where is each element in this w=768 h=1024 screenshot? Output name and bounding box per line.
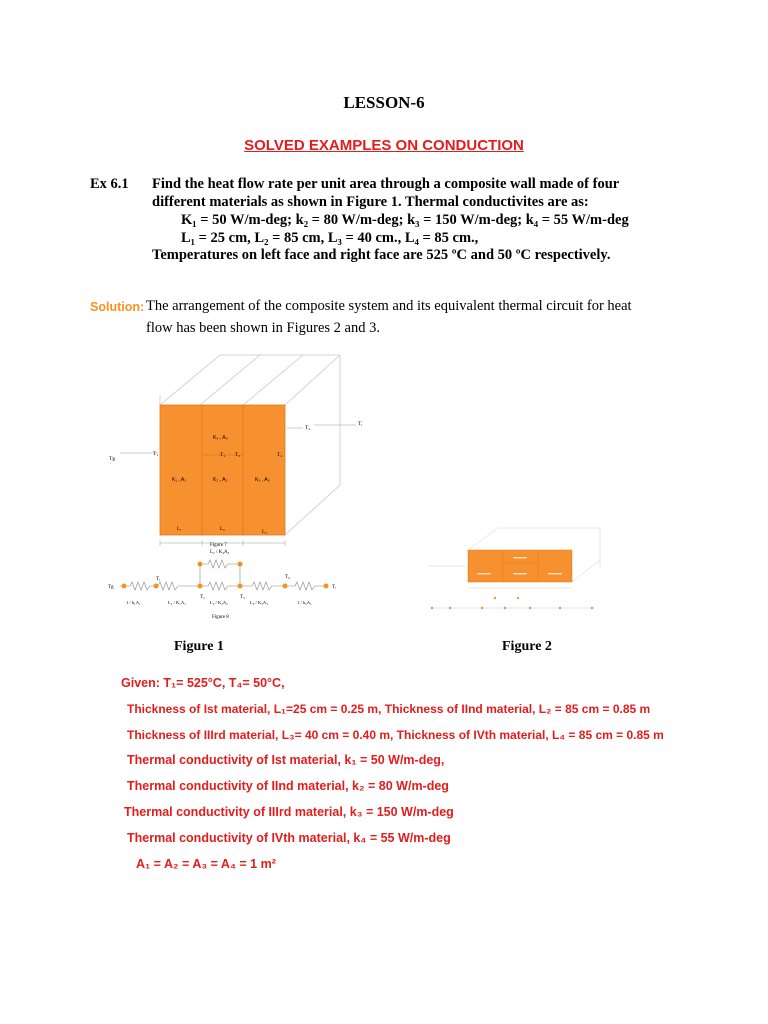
- figure-1-diagram: [100, 350, 390, 630]
- figure-2-blocks: [468, 550, 572, 582]
- example-line-1: Find the heat flow rate per unit area through a composite wall made of four: [152, 176, 620, 192]
- circuit-temp-tg: Tg: [108, 585, 114, 590]
- circuit-node-4: [238, 584, 243, 589]
- figure-7-label: Figure 7: [210, 543, 227, 548]
- example-k-values: K₁ = 50 W/m-deg; k₂ = 80 W/m-deg; k₃ = 150 W/m-deg; k₄ = 55 W/m-deg: [181, 212, 629, 228]
- circuit-res-3: L₂ / K₂A₂: [210, 600, 228, 605]
- given-line-3: Thermal conductivity of Ist material, k₁ = 50 W/m-deg,: [127, 753, 445, 767]
- given-line-6: Thermal conductivity of IVth material, k₄ = 55 W/m-deg: [127, 831, 451, 845]
- given-line-0: Given: T₁= 525°C, T₄= 50°C,: [121, 676, 285, 690]
- example-l-values: L₁ = 25 cm, L₂ = 85 cm, L₃ = 40 cm., L₄ = 85 cm.,: [181, 230, 479, 246]
- circuit-node-6: [324, 584, 329, 589]
- given-line-4: Thermal conductivity of IInd material, k₂ = 80 W/m-deg: [127, 779, 449, 793]
- example-number: Ex 6.1: [90, 176, 129, 192]
- circuit-temp-t4: T₄: [285, 575, 290, 580]
- block-label-k2: K₂ , A₂: [213, 477, 228, 483]
- dim-label-l3: L₃: [262, 530, 267, 535]
- circuit-temp-t2: T₂: [200, 595, 205, 600]
- block-label-k3: K₃ , A₃: [255, 477, 270, 483]
- figure-7-resistance: L₂ / K₄A₄: [210, 550, 230, 555]
- solution-line-1: The arrangement of the composite system and its equivalent thermal circuit for heat: [146, 298, 632, 314]
- circuit-res-4: L₃ / K₃A₃: [250, 600, 268, 605]
- given-line-2: Thickness of IIIrd material, L₃= 40 cm = 0.40 m, Thickness of IVth material, L₄ = 85 cm = 0.85 m: [127, 728, 664, 742]
- solution-line-2: flow has been shown in Figures 2 and 3.: [146, 320, 380, 336]
- temp-label-tg: Tg: [109, 456, 116, 462]
- block-label-k4: K₄ , A₄: [213, 435, 228, 441]
- given-line-1: Thickness of Ist material, L₁=25 cm = 0.25 m, Thickness of IInd material, L₂ = 85 cm = 0.85 m: [127, 702, 651, 716]
- page-subtitle: SOLVED EXAMPLES ON CONDUCTION: [244, 137, 524, 154]
- figure-8-label: Figure 8: [212, 615, 229, 620]
- given-line-5: Thermal conductivity of IIIrd material, k₃ = 150 W/m-deg: [124, 805, 454, 819]
- example-line-2: different materials as shown in Figure 1. Thermal conductivites are as:: [152, 194, 589, 210]
- circuit-temp-tinf: T,: [332, 585, 336, 590]
- circuit-node-2: [154, 584, 159, 589]
- circuit-temp-t3: T₃: [240, 595, 245, 600]
- temp-label-t4-right: T₄: [305, 425, 311, 431]
- dim-label-l2: L₂: [220, 527, 225, 532]
- figure-2-diagram: [420, 520, 620, 620]
- wall-blocks: [160, 405, 285, 535]
- temp-label-t1: T₁: [153, 451, 159, 457]
- circuit-res-2: L₁ / K₁A₁: [168, 600, 186, 605]
- circuit-node-5: [283, 584, 288, 589]
- circuit-res-1: 1 / h₁A₁: [126, 600, 141, 605]
- dim-label-l1: L₁: [177, 527, 182, 532]
- circuit-node-1: [122, 584, 127, 589]
- block-label-k1: K₁ , A₁: [172, 477, 186, 483]
- temp-label-tinf: T,: [358, 421, 363, 427]
- temp-label-t3: T₃: [235, 452, 241, 458]
- circuit-res-5: 1 / h₂A₁: [297, 600, 312, 605]
- figure-2-caption: Figure 2: [502, 639, 552, 654]
- given-line-7: A₁ = A₂ = A₃ = A₄ = 1 m²: [136, 857, 276, 871]
- figure-1-caption: Figure 1: [174, 639, 224, 654]
- circuit-temp-t1: T₁: [156, 577, 161, 582]
- temp-label-t4: T₄: [277, 452, 283, 458]
- circuit-node-3: [198, 584, 203, 589]
- temp-label-t2: T₂: [220, 452, 226, 458]
- example-temperatures: Temperatures on left face and right face are 525 ºC and 50 ºC respectively.: [152, 247, 611, 263]
- lesson-title: LESSON-6: [343, 93, 425, 112]
- solution-label: Solution:: [90, 300, 145, 314]
